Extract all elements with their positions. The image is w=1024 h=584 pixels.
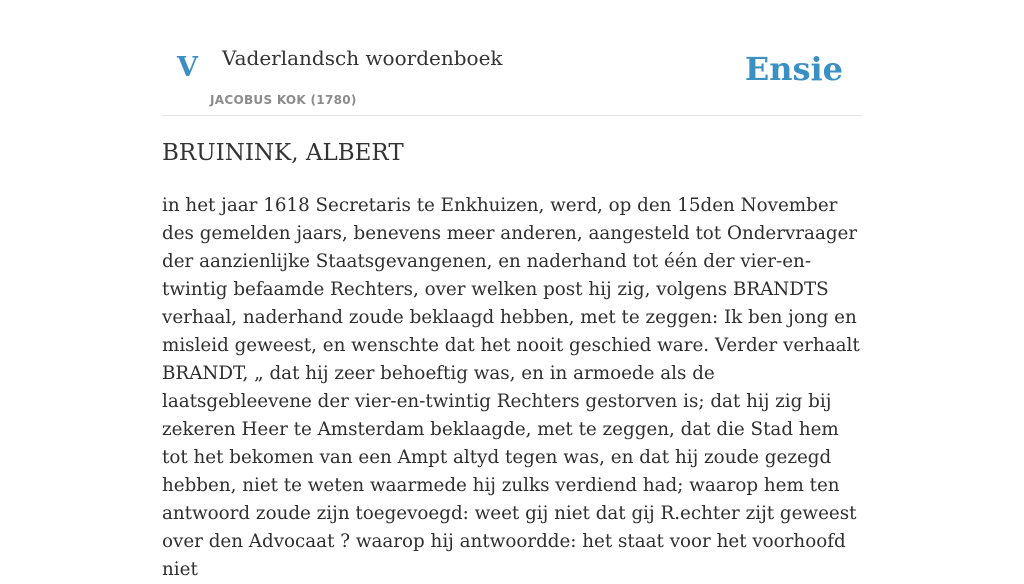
entry-title: BRUININK, ALBERT [162, 140, 404, 166]
book-logo-letter[interactable]: V [177, 52, 198, 83]
book-title[interactable]: Vaderlandsch woordenboek [222, 46, 503, 70]
page [162, 0, 862, 580]
entry-text: in het jaar 1618 Secretaris te Enkhuizen, werd, op den 15den November des gemelden jaars, benevens meer anderen, aangesteld tot Ondervraager der aanzienlijke Staatsgevangenen, en naderhand tot één der vier-en-twintig befaamde Rechters, over welken post hij zig, volgens BRANDTS verhaal, naderhand zoude beklaagd hebben, met te zeggen: Ik ben jong en misleid geweest, en wenschte dat het nooit geschied ware. Verder verhaalt BRANDT, „ dat hij zeer behoeftig was, en in armoede als de laatsgebleevene der vier-en-twintig Rechters gestorven is; dat hij zig bij zekeren Heer te Amsterdam beklaagde, met te zeggen, dat die Stad hem tot het bekomen van een Ampt altyd tegen was, en dat hij zoude gezegd hebben, niet te weten waarmede hij zulks verdiend had; waarop hem ten antwoord zoude zijn toegevoegd: weet gij niet dat gij R.echter zijt geweest over den Advocaat ? waarop hij antwoordde: het staat voor het voorhoofd niet [162, 195, 860, 580]
book-author: JACOBUS KOK (1780) [210, 93, 357, 107]
ensie-logo-link[interactable]: Ensie [744, 50, 843, 88]
header [162, 0, 862, 116]
